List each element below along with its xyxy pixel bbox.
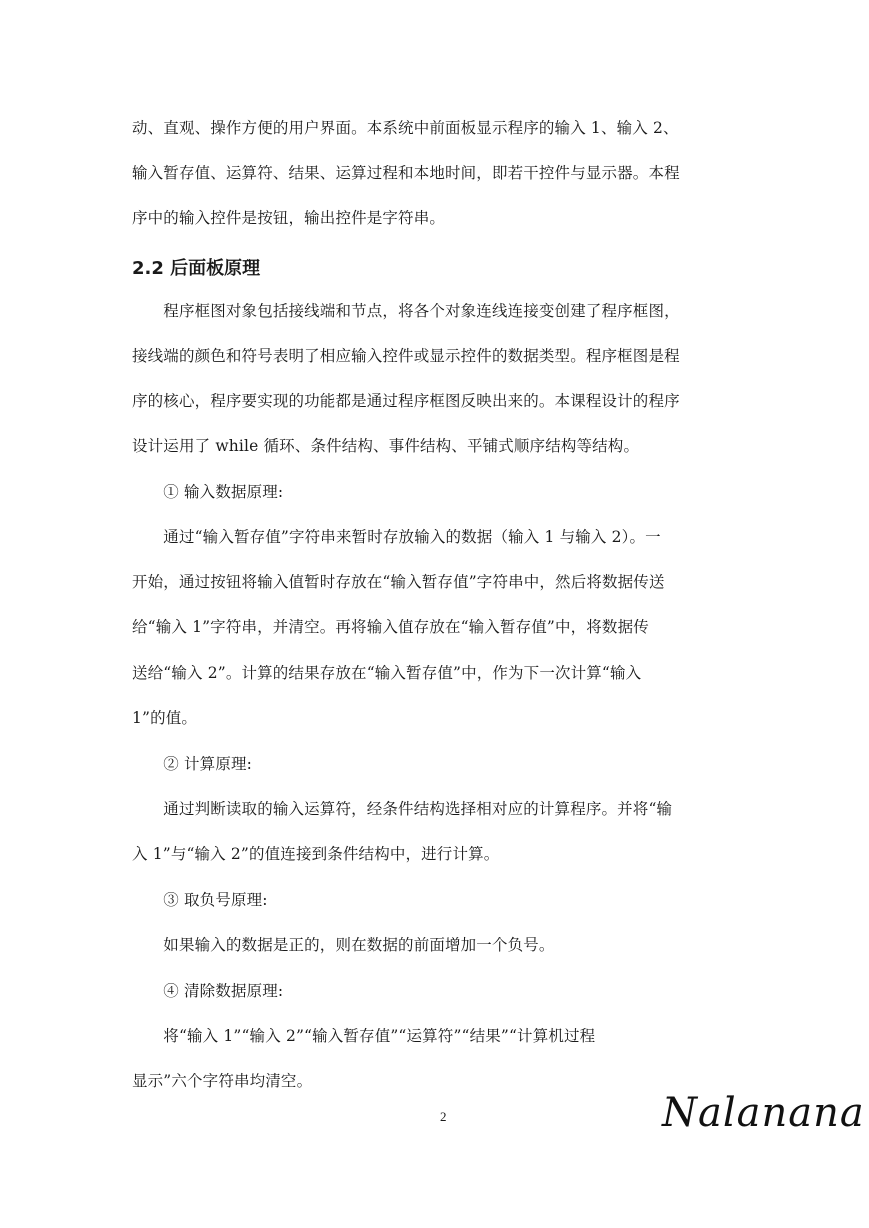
paragraph-line: 1”的值。 bbox=[132, 709, 198, 727]
intro-line: 序中的输入控件是按钮，输出控件是字符串。 bbox=[132, 209, 446, 227]
paragraph-line: 设计运用了 while 循环、条件结构、事件结构、平铺式顺序结构等结构。 bbox=[132, 437, 640, 455]
intro-line: 输入暂存值、运算符、结果、运算过程和本地时间，即若干控件与显示器。本程 bbox=[132, 164, 680, 182]
intro-line: 动、直观、操作方便的用户界面。本系统中前面板显示程序的输入 1、输入 2、 bbox=[132, 119, 679, 137]
list-item-title: ③ 取负号原理: bbox=[132, 891, 268, 909]
list-item-title: ① 输入数据原理: bbox=[132, 483, 284, 501]
page-number: 2 bbox=[440, 1109, 447, 1124]
paragraph-line: 如果输入的数据是正的，则在数据的前面增加一个负号。 bbox=[132, 936, 555, 954]
paragraph-line: 序的核心，程序要实现的功能都是通过程序框图反映出来的。本课程设计的程序 bbox=[132, 392, 680, 410]
list-item-title: ② 计算原理: bbox=[132, 755, 252, 773]
signature-watermark: Nalanana bbox=[662, 1090, 865, 1136]
paragraph-line: 开始，通过按钮将输入值暂时存放在“输入暂存值”字符串中，然后将数据传送 bbox=[132, 573, 665, 591]
paragraph-line: 显示”六个字符串均清空。 bbox=[132, 1072, 313, 1090]
paragraph-line: 接线端的颜色和符号表明了相应输入控件或显示控件的数据类型。程序框图是程 bbox=[132, 347, 680, 365]
list-item-title: ④ 清除数据原理: bbox=[132, 982, 284, 1000]
paragraph-line: 通过“输入暂存值”字符串来暂时存放输入的数据（输入 1 与输入 2）。一 bbox=[132, 528, 661, 546]
paragraph-line: 通过判断读取的输入运算符，经条件结构选择相对应的计算程序。并将“输 bbox=[132, 800, 673, 818]
paragraph-line: 给“输入 1”字符串，并清空。再将输入值存放在“输入暂存值”中，将数据传 bbox=[132, 618, 649, 636]
paragraph-line: 送给“输入 2”。计算的结果存放在“输入暂存值”中，作为下一次计算“输入 bbox=[132, 664, 642, 682]
section-heading: 2.2 后面板原理 bbox=[132, 258, 261, 279]
paragraph-line: 入 1”与“输入 2”的值连接到条件结构中，进行计算。 bbox=[132, 845, 500, 863]
paragraph-line: 将“输入 1”“输入 2”“输入暂存值”“运算符”“结果”“计算机过程 bbox=[132, 1027, 596, 1045]
paragraph-line: 程序框图对象包括接线端和节点，将各个对象连线连接变创建了程序框图， bbox=[132, 302, 680, 320]
